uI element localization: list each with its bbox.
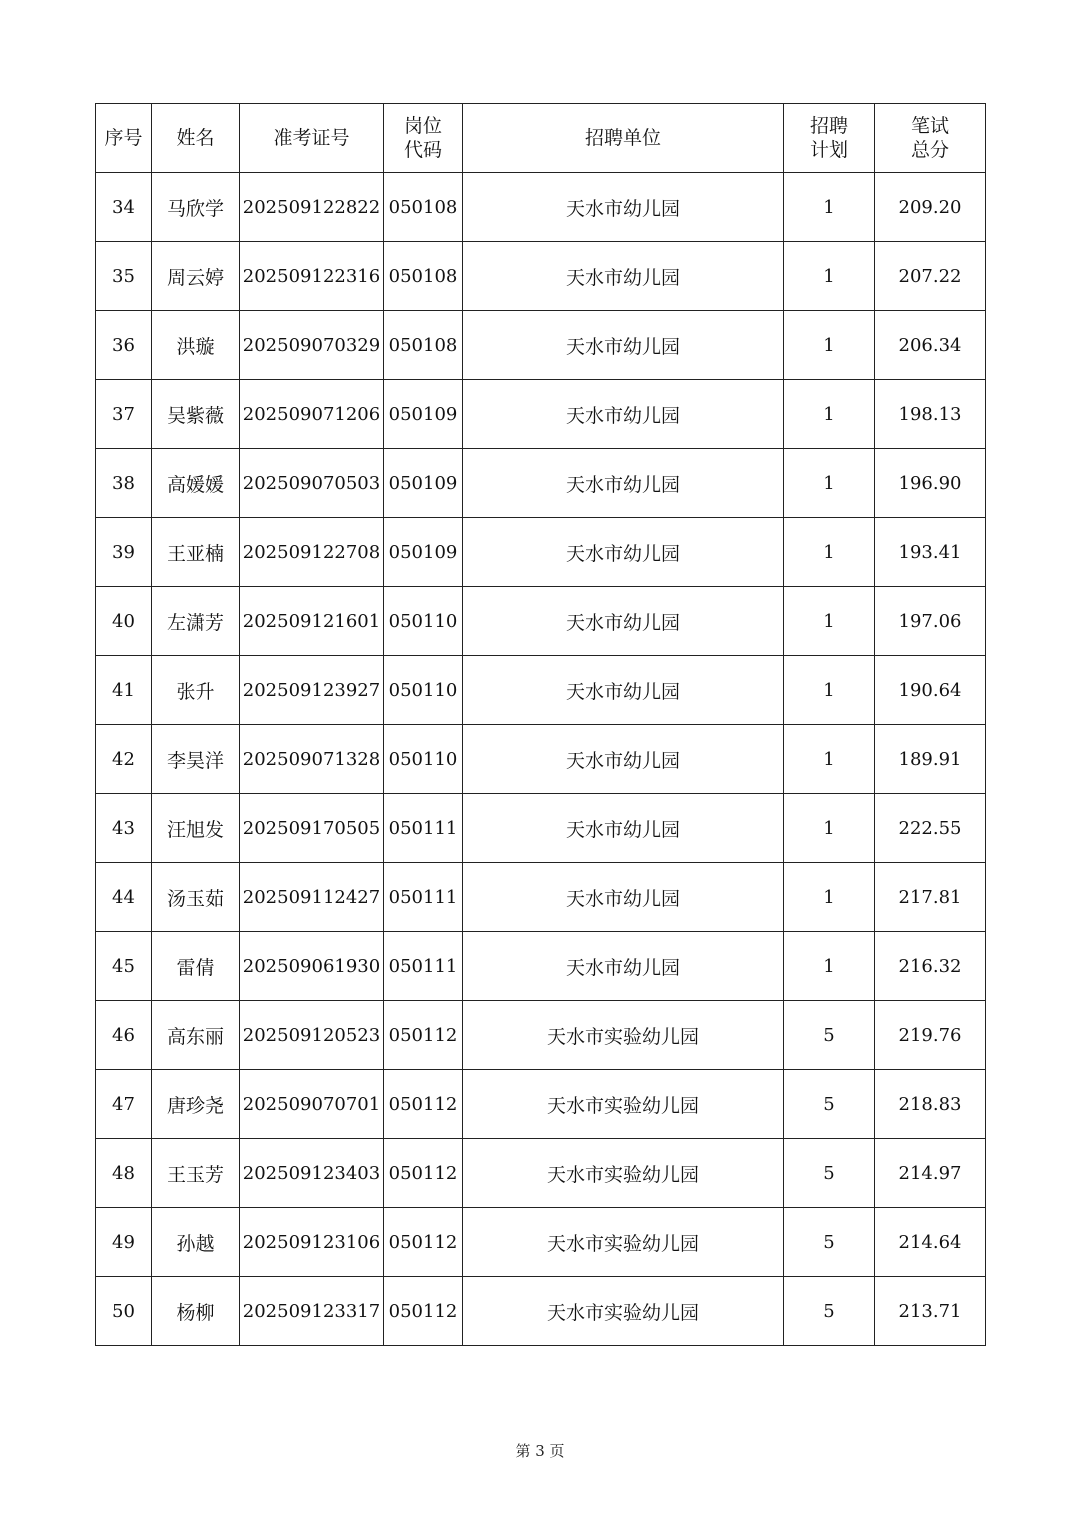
cell-unit: 天水市幼儿园 — [463, 380, 784, 449]
cell-post-code: 050112 — [384, 1277, 463, 1346]
cell-seq: 36 — [96, 311, 152, 380]
cell-plan: 5 — [784, 1208, 875, 1277]
cell-exam-id: 202509123106 — [240, 1208, 384, 1277]
header-score: 笔试 总分 — [875, 104, 986, 173]
cell-name: 王亚楠 — [152, 518, 240, 587]
cell-name: 周云婷 — [152, 242, 240, 311]
cell-seq: 37 — [96, 380, 152, 449]
cell-name: 高东丽 — [152, 1001, 240, 1070]
cell-plan: 1 — [784, 242, 875, 311]
cell-unit: 天水市实验幼儿园 — [463, 1139, 784, 1208]
table-header — [96, 104, 986, 173]
cell-exam-id: 202509170505 — [240, 794, 384, 863]
cell-unit: 天水市幼儿园 — [463, 311, 784, 380]
cell-post-code: 050111 — [384, 863, 463, 932]
cell-post-code: 050110 — [384, 725, 463, 794]
table-row — [96, 932, 986, 1001]
cell-name: 汤玉茹 — [152, 863, 240, 932]
cell-plan: 1 — [784, 794, 875, 863]
header-row — [96, 104, 986, 173]
cell-plan: 1 — [784, 932, 875, 1001]
cell-seq: 39 — [96, 518, 152, 587]
cell-exam-id: 202509070701 — [240, 1070, 384, 1139]
table-row — [96, 863, 986, 932]
cell-plan: 1 — [784, 863, 875, 932]
cell-name: 左潇芳 — [152, 587, 240, 656]
cell-seq: 42 — [96, 725, 152, 794]
cell-score: 190.64 — [875, 656, 986, 725]
cell-seq: 46 — [96, 1001, 152, 1070]
cell-name: 马欣学 — [152, 173, 240, 242]
cell-name: 张升 — [152, 656, 240, 725]
cell-exam-id: 202509121601 — [240, 587, 384, 656]
cell-score: 196.90 — [875, 449, 986, 518]
cell-post-code: 050112 — [384, 1139, 463, 1208]
cell-name: 王玉芳 — [152, 1139, 240, 1208]
cell-exam-id: 202509061930 — [240, 932, 384, 1001]
results-table — [95, 103, 986, 1346]
table-row — [96, 1277, 986, 1346]
header-unit: 招聘单位 — [463, 104, 784, 173]
table-row — [96, 1139, 986, 1208]
cell-score: 189.91 — [875, 725, 986, 794]
table-row — [96, 380, 986, 449]
cell-score: 193.41 — [875, 518, 986, 587]
cell-name: 李昊洋 — [152, 725, 240, 794]
table-row — [96, 311, 986, 380]
cell-score: 214.97 — [875, 1139, 986, 1208]
cell-plan: 1 — [784, 173, 875, 242]
header-plan: 招聘 计划 — [784, 104, 875, 173]
cell-score: 216.32 — [875, 932, 986, 1001]
cell-name: 孙越 — [152, 1208, 240, 1277]
table-row — [96, 1208, 986, 1277]
cell-plan: 1 — [784, 656, 875, 725]
cell-plan: 1 — [784, 587, 875, 656]
cell-exam-id: 202509112427 — [240, 863, 384, 932]
header-seq: 序号 — [96, 104, 152, 173]
table-row — [96, 449, 986, 518]
cell-exam-id: 202509071328 — [240, 725, 384, 794]
cell-unit: 天水市实验幼儿园 — [463, 1070, 784, 1139]
cell-plan: 1 — [784, 449, 875, 518]
cell-unit: 天水市幼儿园 — [463, 242, 784, 311]
cell-name: 洪璇 — [152, 311, 240, 380]
cell-name: 唐珍尧 — [152, 1070, 240, 1139]
cell-score: 217.81 — [875, 863, 986, 932]
cell-seq: 34 — [96, 173, 152, 242]
cell-seq: 44 — [96, 863, 152, 932]
cell-score: 207.22 — [875, 242, 986, 311]
cell-post-code: 050112 — [384, 1208, 463, 1277]
cell-exam-id: 202509122822 — [240, 173, 384, 242]
cell-score: 206.34 — [875, 311, 986, 380]
cell-score: 222.55 — [875, 794, 986, 863]
cell-exam-id: 202509123403 — [240, 1139, 384, 1208]
cell-post-code: 050111 — [384, 794, 463, 863]
cell-score: 197.06 — [875, 587, 986, 656]
cell-unit: 天水市幼儿园 — [463, 794, 784, 863]
header-exam-id: 准考证号 — [240, 104, 384, 173]
table-row — [96, 587, 986, 656]
cell-plan: 5 — [784, 1070, 875, 1139]
cell-unit: 天水市幼儿园 — [463, 518, 784, 587]
cell-post-code: 050109 — [384, 449, 463, 518]
cell-plan: 5 — [784, 1277, 875, 1346]
cell-unit: 天水市幼儿园 — [463, 656, 784, 725]
cell-seq: 47 — [96, 1070, 152, 1139]
header-post-code: 岗位 代码 — [384, 104, 463, 173]
cell-plan: 5 — [784, 1139, 875, 1208]
cell-seq: 43 — [96, 794, 152, 863]
table-body — [96, 173, 986, 1346]
cell-name: 雷倩 — [152, 932, 240, 1001]
table-row — [96, 173, 986, 242]
cell-exam-id: 202509120523 — [240, 1001, 384, 1070]
table-row — [96, 656, 986, 725]
cell-seq: 38 — [96, 449, 152, 518]
header-name: 姓名 — [152, 104, 240, 173]
cell-exam-id: 202509123317 — [240, 1277, 384, 1346]
cell-seq: 48 — [96, 1139, 152, 1208]
cell-name: 杨柳 — [152, 1277, 240, 1346]
cell-post-code: 050110 — [384, 656, 463, 725]
cell-post-code: 050112 — [384, 1070, 463, 1139]
cell-score: 209.20 — [875, 173, 986, 242]
page-number: 第 3 页 — [515, 1442, 565, 1460]
cell-post-code: 050108 — [384, 242, 463, 311]
cell-exam-id: 202509070503 — [240, 449, 384, 518]
cell-post-code: 050110 — [384, 587, 463, 656]
cell-post-code: 050111 — [384, 932, 463, 1001]
cell-post-code: 050109 — [384, 380, 463, 449]
cell-unit: 天水市幼儿园 — [463, 863, 784, 932]
cell-unit: 天水市实验幼儿园 — [463, 1277, 784, 1346]
cell-seq: 45 — [96, 932, 152, 1001]
cell-exam-id: 202509122708 — [240, 518, 384, 587]
cell-plan: 5 — [784, 1001, 875, 1070]
table-row — [96, 794, 986, 863]
table-row — [96, 1070, 986, 1139]
cell-score: 213.71 — [875, 1277, 986, 1346]
cell-seq: 41 — [96, 656, 152, 725]
cell-name: 吴紫薇 — [152, 380, 240, 449]
cell-name: 汪旭发 — [152, 794, 240, 863]
cell-seq: 49 — [96, 1208, 152, 1277]
cell-unit: 天水市幼儿园 — [463, 725, 784, 794]
cell-unit: 天水市幼儿园 — [463, 449, 784, 518]
cell-plan: 1 — [784, 380, 875, 449]
cell-name: 高媛媛 — [152, 449, 240, 518]
table-row — [96, 518, 986, 587]
cell-seq: 40 — [96, 587, 152, 656]
cell-post-code: 050108 — [384, 311, 463, 380]
cell-post-code: 050109 — [384, 518, 463, 587]
cell-exam-id: 202509123927 — [240, 656, 384, 725]
cell-unit: 天水市实验幼儿园 — [463, 1208, 784, 1277]
cell-score: 198.13 — [875, 380, 986, 449]
table-row — [96, 242, 986, 311]
cell-plan: 1 — [784, 725, 875, 794]
cell-seq: 35 — [96, 242, 152, 311]
cell-score: 219.76 — [875, 1001, 986, 1070]
cell-score: 214.64 — [875, 1208, 986, 1277]
cell-unit: 天水市幼儿园 — [463, 932, 784, 1001]
cell-unit: 天水市幼儿园 — [463, 173, 784, 242]
cell-plan: 1 — [784, 311, 875, 380]
cell-unit: 天水市幼儿园 — [463, 587, 784, 656]
cell-exam-id: 202509071206 — [240, 380, 384, 449]
cell-exam-id: 202509122316 — [240, 242, 384, 311]
cell-seq: 50 — [96, 1277, 152, 1346]
table-row — [96, 1001, 986, 1070]
table-row — [96, 725, 986, 794]
cell-unit: 天水市实验幼儿园 — [463, 1001, 784, 1070]
cell-post-code: 050108 — [384, 173, 463, 242]
cell-score: 218.83 — [875, 1070, 986, 1139]
cell-exam-id: 202509070329 — [240, 311, 384, 380]
cell-plan: 1 — [784, 518, 875, 587]
cell-post-code: 050112 — [384, 1001, 463, 1070]
